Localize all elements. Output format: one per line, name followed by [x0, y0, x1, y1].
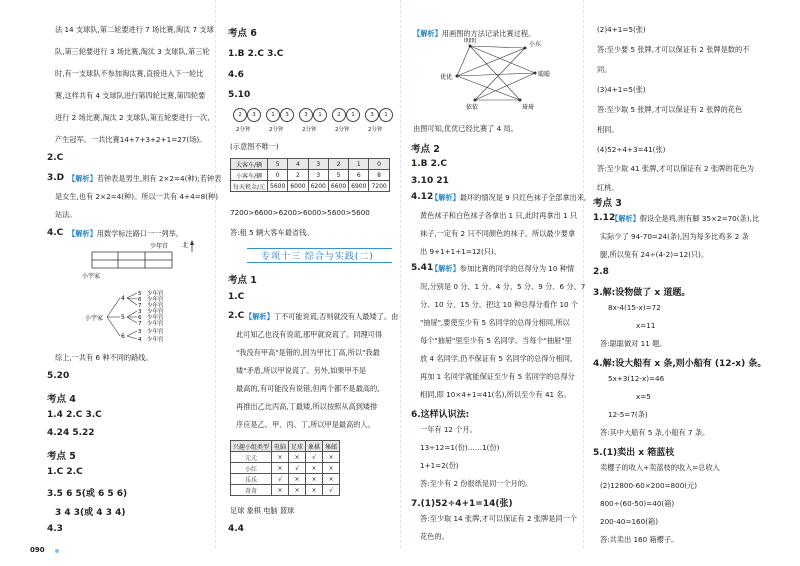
table-cell: √ — [306, 452, 323, 463]
tree-mid: 4 — [121, 295, 125, 302]
answer-5-title: 5.(1)卖出 x 箱蓝枝 — [593, 448, 675, 458]
table-cell: × — [306, 485, 323, 496]
table-cell: 象棋 — [306, 441, 323, 452]
table-cell: 每天租金/元 — [231, 181, 268, 192]
answer-7-title: 7.(1)52÷4+1=14(张) — [411, 499, 513, 509]
tree-leaf: 6 — [138, 297, 142, 303]
answer-4-number: 4.12 — [411, 192, 434, 202]
table-cell: 6 — [349, 170, 369, 181]
answer-3-line — [68, 174, 221, 183]
text-line: (3)4+1=5(张) — [597, 85, 646, 94]
answers-kd6-row1: 1.B 2.C 3.C — [228, 49, 284, 59]
answers-kd6-row3: 5.10 — [228, 90, 251, 100]
answer-4-line — [431, 193, 586, 202]
tree-leaf: 7 — [138, 321, 142, 327]
text-line: 答:其中大船有 5 条,小船有 7 条。 — [600, 428, 710, 437]
text-line: (4)52÷4+3=41(张) — [597, 145, 666, 154]
analysis-text: 用数学标注路口一一列举。 — [96, 229, 184, 238]
table-cell: × — [289, 452, 306, 463]
hobby-table — [230, 440, 340, 496]
text-line: 答:至少有 2 份报纸是同一个月的。 — [420, 479, 533, 488]
answer-4-line — [68, 229, 183, 238]
text-line: (2)4+1=5(张) — [597, 25, 646, 34]
answer-5: 5.20 — [47, 371, 70, 381]
tree-mid: 5 — [121, 314, 125, 321]
text-line: 13÷12=1(份)……1(份) — [420, 443, 500, 452]
table-cell: 2 — [328, 159, 348, 170]
answer-1-number: 1.12 — [593, 213, 616, 223]
tree-leaf-label: 少年宫 — [147, 303, 164, 309]
table-cell: × — [289, 474, 306, 485]
text-line: 红桃。 — [597, 183, 619, 192]
answer-8-line — [413, 29, 535, 38]
text-line: 况,分别是 0 分、1 分、4 分、5 分、9 分、6 分、7 — [420, 282, 586, 291]
text-line: 卖樱子的收入+卖蓝枝的收入=总收入 — [600, 463, 720, 472]
table-cell: 元元 — [231, 452, 272, 463]
text-line: 放 4 名同学,仍不保证有 5 名同学的总得分相同, — [420, 354, 573, 363]
answers-kd5-row1: 1.C 2.C — [47, 467, 83, 477]
text-line: 实际少了 94-70=24(条),因为每多比鸡多 2 条 — [600, 232, 749, 241]
analysis-text: 若钟表是男生,则有 2×2=4(种);若钟表 — [96, 174, 222, 183]
table-row — [231, 441, 340, 452]
analysis-tag: 【解析】 — [413, 29, 442, 38]
text-line: 队,第三轮要进行 3 场比赛,淘汰 3 支球队,第三轮 — [55, 47, 210, 56]
table-cell: × — [306, 463, 323, 474]
text-line: 相同。 — [597, 125, 619, 134]
text-line: 一年有 12 个月。 — [420, 425, 477, 434]
rent-table — [230, 158, 390, 192]
rent-answer: 答:租 5 辆大客车最省钱。 — [230, 228, 314, 237]
answer-1-line — [611, 214, 759, 223]
section-kaodian-2: 考点 2 — [411, 144, 440, 155]
rent-compare: 7200>6600>6200>6000>5600>5600 — [230, 208, 370, 217]
analysis-tag: 【解析】 — [431, 193, 460, 202]
section-kaodian-4: 考点 4 — [47, 394, 76, 405]
answer-2: 2.C — [47, 153, 64, 163]
analysis-tag: 【解析】 — [245, 312, 274, 321]
summary-line: 综上,一共有 6 种不同的路线。 — [55, 353, 153, 362]
analysis-text: 假设全是鸡,则有脚 35×2=70(条),比 — [639, 214, 760, 223]
text-line: 袜子,一定有 2 只不同颜色的袜子。所以最少要拿 — [420, 229, 576, 238]
table-cell: 6900 — [349, 181, 369, 192]
time-label: 2分钟 — [335, 127, 350, 133]
table-row — [231, 452, 340, 463]
text-line: 腿,所以兔有 24÷(4-2)=12(只)。 — [600, 250, 709, 259]
tree-leaf-label: 少年宫 — [147, 337, 164, 343]
answer-2-number: 2.C — [228, 311, 245, 321]
text-line: 法 14 支球队,第二轮要进行 7 场比赛,淘汰 7 支球 — [55, 25, 214, 34]
coin: 2 — [332, 108, 346, 122]
table-cell: × — [323, 474, 340, 485]
text-line: 序应是乙、甲、丙、丁,所以甲是最高的人。 — [236, 420, 375, 429]
text-line: 再推出乙比丙高,丁最矮,所以按照从高到矮排 — [236, 402, 378, 411]
text-line: "我没有甲高"是错的,因为甲比丁高,所以"我最 — [236, 348, 380, 357]
table-cell: 电脑 — [272, 441, 289, 452]
text-line: 1+1=2(份) — [420, 461, 459, 470]
table-cell: × — [306, 474, 323, 485]
tree-leaf: 3 — [138, 329, 142, 335]
table-cell: 2 — [288, 170, 308, 181]
table-row — [231, 463, 340, 474]
table-cell: × — [323, 452, 340, 463]
answers-kd2-row2: 3.10 21 — [411, 176, 449, 186]
table-cell: 大客车/辆 — [231, 159, 268, 170]
table-cell: × — [323, 463, 340, 474]
column-divider — [583, 0, 584, 548]
text-line: 花色的。 — [420, 532, 449, 541]
tree-leaf-label: 少年宫 — [147, 309, 164, 315]
text-line: 答:至少取 41 张牌,才可以保证有 2 张牌的花色为 — [597, 164, 754, 173]
net-node-label: 小东 — [529, 41, 542, 48]
coin: 3 — [365, 108, 379, 122]
column-divider — [400, 0, 401, 548]
answer-3-number: 3.D — [47, 173, 65, 183]
analysis-tag: 【解析】 — [431, 264, 460, 273]
text-line: 相同,即 10×4+1=41(名),所以至少有 41 名。 — [420, 390, 571, 399]
tree-leaf-label: 少年宫 — [147, 329, 164, 335]
coin: 1 — [313, 108, 327, 122]
table-cell: 6200 — [308, 181, 328, 192]
answers-kd4-row1: 1.4 2.C 3.C — [47, 410, 102, 420]
match-network — [440, 38, 560, 113]
text-line: 答:共卖出 160 箱樱子。 — [600, 535, 679, 544]
table-cell: 小客车/辆 — [231, 170, 268, 181]
coin: 1 — [346, 108, 360, 122]
table-cell: × — [272, 485, 289, 496]
table-cell: 0 — [268, 170, 288, 181]
answers-kd5-row2: 3.5 6 5(或 6 5 6) — [47, 489, 128, 499]
answers-kd6-row2: 4.6 — [228, 70, 244, 80]
table-cell: × — [289, 485, 306, 496]
text-line: 出 9+1+1+1=12(只)。 — [420, 247, 501, 256]
text-line: 时,有一支球队不参加淘汰赛,直接进入下一轮比 — [55, 69, 204, 78]
section-kaodian-5: 考点 5 — [47, 451, 76, 462]
tree-mid: 6 — [121, 333, 125, 340]
answer-5-line — [431, 264, 574, 273]
answers-kd5-row4: 4.3 — [47, 524, 63, 534]
table-cell: 5600 — [268, 181, 288, 192]
answer-4-number: 4.C — [47, 228, 64, 238]
diagram-note: (示意图不唯一) — [230, 142, 279, 151]
table-cell: × — [272, 452, 289, 463]
analysis-text: 用画图的方法记录比赛过程。 — [441, 29, 536, 38]
tree-leaf-label: 少年宫 — [147, 321, 164, 327]
coin: 1 — [379, 108, 393, 122]
answer-2: 2.8 — [593, 267, 609, 277]
text-line: 赛,这样共有 4 支球队进行第四轮比赛,第四轮要 — [55, 91, 206, 100]
text-line: 每个"抽屉"里至少有 5 名同学。当每个"抽屉"里 — [420, 336, 572, 345]
equation-line: 5x+3(12-x)=46 — [608, 374, 665, 383]
table-cell: √ — [272, 474, 289, 485]
time-label: 2分钟 — [269, 127, 284, 133]
net-node-label: 依依 — [466, 104, 479, 111]
table-cell: 集邮 — [323, 441, 340, 452]
table-cell: 5 — [268, 159, 288, 170]
map-start-label: 小宇家 — [82, 273, 101, 280]
text-line: 答:至少取 5 张牌,才可以保证有 2 张牌的花色 — [597, 105, 743, 114]
tree-leaf: 5 — [138, 291, 142, 297]
answer-4-title: 4.解:设大船有 x 条,则小船有 (12-x) 条。 — [593, 359, 767, 369]
equation-line: 8x-4(15-x)=72 — [608, 303, 661, 312]
table-cell: 6600 — [328, 181, 348, 192]
table-cell: 3 — [308, 170, 328, 181]
text-line: 此可知乙也没有说谎,那甲就说谎了。同理可得 — [236, 330, 383, 339]
time-label: 2分钟 — [236, 127, 251, 133]
topic-banner-title: 专项十三 综合与实践(二) — [261, 252, 374, 262]
tree-leaf-label: 少年宫 — [147, 291, 164, 297]
text-line: 答:至少取 14 张牌,才可以保证有 2 张牌是同一个 — [420, 514, 577, 523]
table-cell: 5 — [328, 170, 348, 181]
table-cell: × — [272, 463, 289, 474]
table-cell: 乐乐 — [231, 474, 272, 485]
answer-2-line — [245, 312, 398, 321]
page-number: 090 — [30, 546, 45, 554]
answer-1: 1.C — [228, 292, 245, 302]
text-line: 最高的,有可能没有说错,但两个都不是最高的, — [236, 384, 380, 393]
page-dot-decoration — [55, 549, 59, 553]
text-line: (2)12800-60×200=800(元) — [600, 481, 698, 490]
table-cell: 6000 — [288, 181, 308, 192]
table-row — [231, 181, 390, 192]
tree-leaf-label: 少年宫 — [147, 297, 164, 303]
text-line: 答:聪聪做对 11 题。 — [600, 339, 667, 348]
table-row — [231, 474, 340, 485]
answers-kd4-row2: 4.24 5.22 — [47, 428, 95, 438]
net-node-label: 聪聪 — [538, 71, 551, 78]
analysis-tag: 【解析】 — [611, 214, 640, 223]
table-cell: √ — [289, 463, 306, 474]
table-row — [231, 159, 390, 170]
text-line: 分、10 分、15 分。把这 10 种总得分看作 10 个 — [420, 300, 579, 309]
table-cell: 7200 — [369, 181, 389, 192]
answer-3-title: 3.解:设物做了 x 道题。 — [593, 288, 691, 298]
hobby-answer: 足球 象棋 电脑 篮球 — [230, 506, 295, 515]
coin: 3 — [247, 108, 261, 122]
time-label: 2分钟 — [302, 127, 317, 133]
tree-root: 小宇家 — [85, 315, 104, 322]
tree-leaf: 6 — [138, 315, 142, 321]
coin: 1 — [266, 108, 280, 122]
table-cell: 足球 — [289, 441, 306, 452]
net-node-label: 优优 — [440, 74, 453, 81]
table-row — [231, 485, 340, 496]
analysis-tag: 【解析】 — [68, 229, 97, 238]
tree-leaf: 7 — [138, 303, 142, 309]
section-kaodian-6: 考点 6 — [228, 28, 257, 39]
answer-5-number: 5.41 — [411, 263, 434, 273]
text-line: 黄色袜子和白色袜子各拿出 1 只,此时再拿出 1 只 — [420, 211, 578, 220]
table-cell: 1 — [349, 159, 369, 170]
text-line: 800÷(60-50)=40(箱) — [600, 499, 675, 508]
text-line: 站法。 — [55, 210, 77, 219]
section-kaodian-1: 考点 1 — [228, 275, 257, 286]
text-line: 矮"矛盾,所以甲说谎了。另外,如果甲不是 — [236, 366, 367, 375]
section-kaodian-3: 考点 3 — [593, 198, 622, 209]
answer-6-title: 6.这样认识法: — [411, 410, 470, 420]
text-line: 产生冠军。一共比赛14+7+3+2+1=27(场)。 — [55, 135, 207, 144]
time-label: 2分钟 — [368, 127, 383, 133]
table-cell: √ — [323, 485, 340, 496]
equation-line: x=5 — [636, 392, 651, 401]
analysis-tag: 【解析】 — [68, 174, 97, 183]
table-cell: 3 — [308, 159, 328, 170]
table-cell: 0 — [369, 159, 389, 170]
equation-line: x=11 — [636, 321, 656, 330]
table-row — [231, 170, 390, 181]
net-node-label: 明明 — [464, 38, 477, 45]
text-line: 答:至少要 5 张牌,才可以保证有 2 张牌是数的不 — [597, 45, 750, 54]
column-divider — [215, 0, 216, 548]
net-node-label: 琦琦 — [522, 104, 535, 111]
table-cell: 8 — [369, 170, 389, 181]
north-label: 北 — [182, 242, 189, 249]
answer-4: 4.4 — [228, 524, 244, 534]
coin: 2 — [233, 108, 247, 122]
text-line: 200-40=160(箱) — [600, 517, 658, 526]
coin: 3 — [299, 108, 313, 122]
answers-kd2-row1: 1.B 2.C — [411, 159, 447, 169]
answers-kd5-row3: 3 4 3(或 4 3 4) — [55, 508, 126, 518]
route-tree — [85, 290, 205, 345]
coin: 3 — [280, 108, 294, 122]
tree-leaf-label: 少年宫 — [147, 315, 164, 321]
table-cell: 4 — [288, 159, 308, 170]
analysis-text: 丁不可能说谎,否则就没有人最矮了。由 — [273, 312, 399, 321]
map-end-label: 少年宫 — [150, 243, 169, 250]
table-cell: 小红 — [231, 463, 272, 474]
tree-leaf: 3 — [138, 309, 142, 315]
analysis-text: 参加比赛的同学的总得分为 10 种情 — [459, 264, 575, 273]
equation-line: 12-5=7(条) — [608, 410, 648, 419]
answer-8-result: 由图可知,优优已经比赛了 4 局。 — [413, 124, 518, 133]
topic-banner — [247, 248, 392, 263]
text-line: "抽屉",要使至少有 5 名同学的总得分相同,所以 — [420, 318, 570, 327]
analysis-text: 最坏的情况是 9 只红色袜子全部拿出来, — [459, 193, 587, 202]
table-cell: 兴趣小组类型 — [231, 441, 272, 452]
text-line: 进行 2 场比赛,淘汰 2 支球队,第五轮要进行一次, — [55, 113, 210, 122]
route-map — [82, 240, 197, 285]
text-line: 同。 — [597, 65, 612, 74]
tree-leaf: 4 — [138, 337, 142, 343]
text-line: 是女生,也有 2×2=4(种)。所以一共有 4+4=8(种) — [55, 192, 219, 201]
text-line: 再加 1 名同学就能保证至少有 5 名同学的总得分 — [420, 372, 575, 381]
table-cell: 奇奇 — [231, 485, 272, 496]
